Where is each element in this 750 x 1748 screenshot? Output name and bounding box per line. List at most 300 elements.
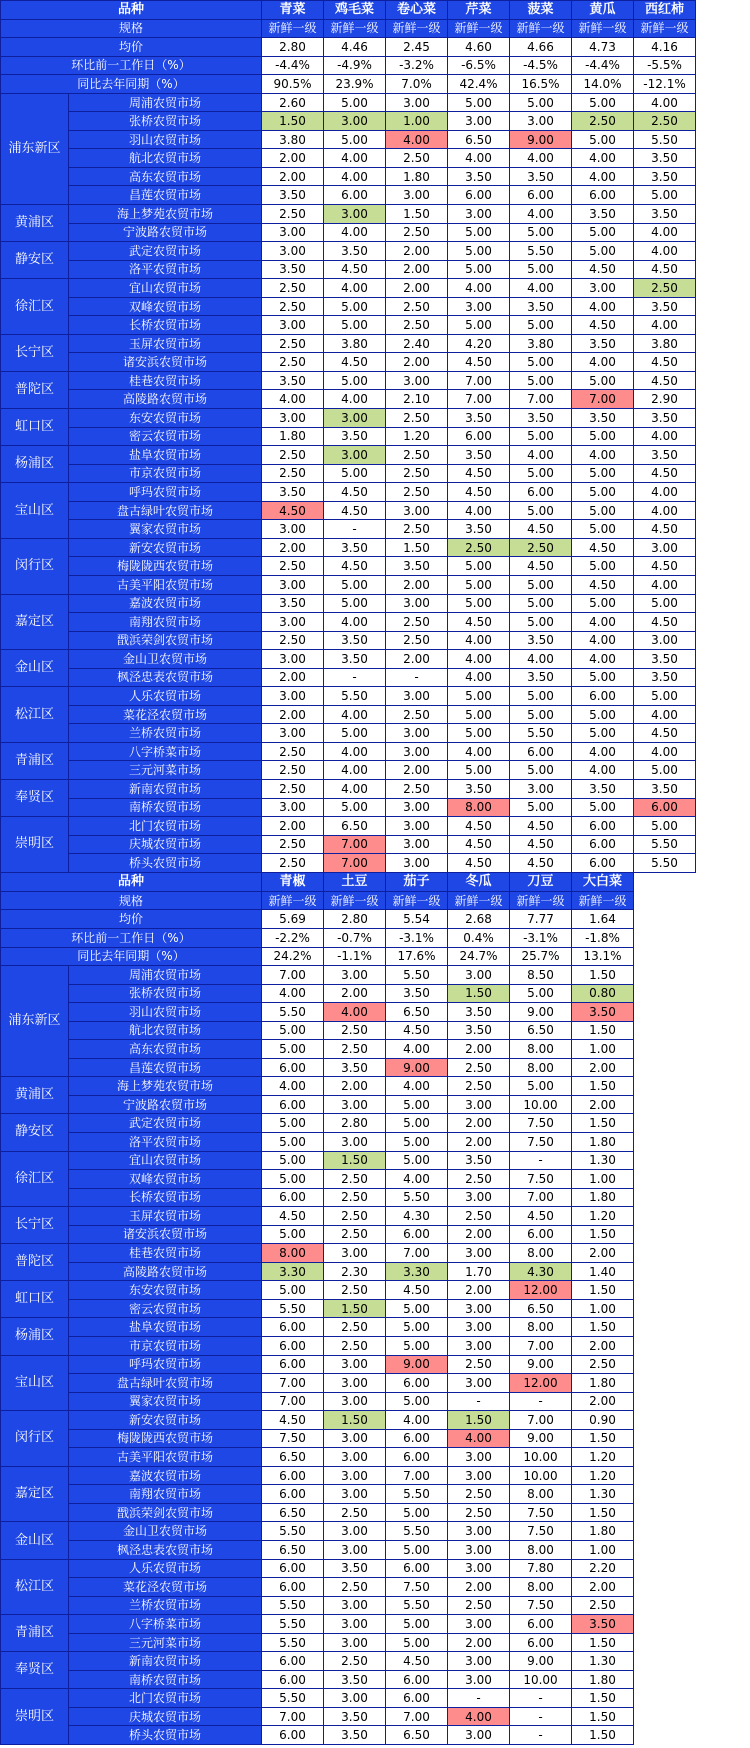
price-cell: 5.00 [510, 353, 572, 372]
price-cell: 2.50 [262, 297, 324, 316]
price-cell: 5.00 [572, 464, 634, 483]
price-cell: 2.00 [386, 575, 448, 594]
price-cell: 2.50 [386, 316, 448, 335]
price-cell: 2.50 [572, 112, 634, 131]
price-cell: 4.00 [324, 742, 386, 761]
price-cell: 3.00 [262, 613, 324, 632]
market-name: 高陵路农贸市场 [69, 390, 262, 409]
market-name: 梅陇陇西农贸市场 [69, 1429, 262, 1448]
price-cell: 8.50 [510, 966, 572, 985]
price-cell: 3.00 [448, 1448, 510, 1467]
yoy-row-cell: 14.0% [572, 75, 634, 94]
market-name: 兰桥农贸市场 [69, 1596, 262, 1615]
price-cell: 5.00 [448, 93, 510, 112]
price-cell: 9.00 [386, 1355, 448, 1374]
market-row [1, 1559, 634, 1578]
price-cell: 3.00 [386, 93, 448, 112]
price-cell: 3.00 [324, 1689, 386, 1708]
price-cell: 3.00 [386, 835, 448, 854]
market-row [1, 1151, 634, 1170]
price-cell: 3.30 [262, 1262, 324, 1281]
price-cell: 3.50 [572, 334, 634, 353]
price-cell: 6.00 [386, 1374, 448, 1393]
price-cell: 3.50 [572, 409, 634, 428]
price-cell: 1.50 [386, 205, 448, 224]
price-cell: 5.00 [572, 724, 634, 743]
price-cell: 4.00 [572, 446, 634, 465]
market-name: 武定农贸市场 [69, 242, 262, 261]
price-cell: 1.30 [572, 1485, 634, 1504]
price-cell: 5.00 [510, 984, 572, 1003]
price-cell: 5.00 [448, 223, 510, 242]
market-name: 双峰农贸市场 [69, 297, 262, 316]
spec-row-cell: 新鲜一级 [262, 19, 324, 38]
price-cell: 5.00 [510, 93, 572, 112]
market-row [1, 1170, 634, 1189]
price-cell: 1.20 [572, 1207, 634, 1226]
market-row [1, 1040, 634, 1059]
market-row [1, 705, 696, 724]
price-cell: 7.00 [324, 854, 386, 873]
yoy-row-cell: 90.5% [262, 75, 324, 94]
market-name: 张桥农贸市场 [69, 984, 262, 1003]
price-cell: 7.50 [510, 1170, 572, 1189]
market-name: 宁波路农贸市场 [69, 223, 262, 242]
price-cell: 8.00 [510, 1541, 572, 1560]
dod-row-cell: -4.4% [262, 56, 324, 75]
variety-row-cell: 黄瓜 [572, 1, 634, 20]
market-name: 三元河菜市场 [69, 761, 262, 780]
price-cell: 2.30 [324, 1262, 386, 1281]
price-cell: 6.00 [448, 427, 510, 446]
price-cell: 4.00 [386, 1170, 448, 1189]
price-cell: - [510, 1707, 572, 1726]
market-row [1, 1670, 634, 1689]
price-cell: 6.00 [262, 1670, 324, 1689]
market-row [1, 316, 696, 335]
district-cell: 宝山区 [1, 483, 69, 539]
price-cell: 5.00 [324, 724, 386, 743]
market-name: 海上梦苑农贸市场 [69, 1077, 262, 1096]
avg-row-cell: 2.45 [386, 38, 448, 57]
price-cell: 6.00 [262, 1485, 324, 1504]
market-name: 嘉波农贸市场 [69, 594, 262, 613]
market-name: 北门农贸市场 [69, 817, 262, 836]
market-row [1, 93, 696, 112]
variety-row [1, 873, 634, 892]
price-cell: 2.50 [324, 1281, 386, 1300]
price-cell: 7.80 [510, 1559, 572, 1578]
price-cell: 2.50 [386, 297, 448, 316]
price-cell: 3.00 [324, 1633, 386, 1652]
price-cell: 3.50 [448, 409, 510, 428]
price-cell: 3.00 [324, 409, 386, 428]
price-cell: 5.00 [572, 705, 634, 724]
market-name: 桥头农贸市场 [69, 1726, 262, 1745]
price-cell: 1.30 [572, 1652, 634, 1671]
yoy-row-cell: 16.5% [510, 75, 572, 94]
market-name: 戬浜荣剑农贸市场 [69, 1503, 262, 1522]
price-cell: 5.00 [634, 687, 696, 706]
price-cell: 2.50 [572, 1355, 634, 1374]
market-row [1, 724, 696, 743]
price-cell: 2.50 [262, 779, 324, 798]
price-cell: 3.00 [324, 112, 386, 131]
price-cell: 2.50 [324, 1652, 386, 1671]
avg-row-label: 均价 [1, 38, 262, 57]
price-cell: 6.00 [262, 1355, 324, 1374]
price-cell: 3.50 [510, 167, 572, 186]
price-cell: 5.00 [510, 371, 572, 390]
price-cell: 3.50 [324, 538, 386, 557]
price-cell: 4.50 [448, 817, 510, 836]
price-cell: 3.00 [262, 316, 324, 335]
price-cell: 2.00 [448, 1633, 510, 1652]
price-cell: 8.00 [510, 1040, 572, 1059]
price-cell: 5.00 [262, 1114, 324, 1133]
price-cell: 9.00 [510, 1355, 572, 1374]
avg-row-cell: 4.73 [572, 38, 634, 57]
price-cell: 2.50 [448, 1596, 510, 1615]
price-cell: 3.00 [448, 1374, 510, 1393]
variety-row [1, 1, 696, 20]
price-cell: 3.50 [448, 779, 510, 798]
price-cell: 4.50 [634, 371, 696, 390]
price-cell: 4.00 [634, 501, 696, 520]
price-cell: 4.00 [386, 130, 448, 149]
price-cell: 5.50 [324, 687, 386, 706]
avg-row-cell: 4.66 [510, 38, 572, 57]
price-cell: 3.00 [448, 1466, 510, 1485]
price-cell: 5.00 [510, 501, 572, 520]
price-cell: 2.00 [262, 538, 324, 557]
market-row [1, 1596, 634, 1615]
price-cell: 7.00 [448, 371, 510, 390]
price-cell: 5.00 [262, 1132, 324, 1151]
price-cell: 4.00 [572, 631, 634, 650]
price-cell: 5.50 [386, 1485, 448, 1504]
price-cell: 5.00 [386, 1318, 448, 1337]
price-cell: 3.50 [324, 242, 386, 261]
variety-row-label: 品种 [1, 1, 262, 20]
price-cell: 2.00 [448, 1578, 510, 1597]
market-name: 南桥农贸市场 [69, 798, 262, 817]
price-cell: 4.00 [448, 668, 510, 687]
price-cell: 3.00 [448, 1670, 510, 1689]
market-row [1, 594, 696, 613]
market-name: 昌莲农贸市场 [69, 1058, 262, 1077]
variety-row-cell: 青椒 [262, 873, 324, 892]
district-cell: 青浦区 [1, 742, 69, 779]
price-cell: 1.80 [572, 1188, 634, 1207]
price-cell: 2.50 [448, 538, 510, 557]
price-cell: 5.00 [510, 705, 572, 724]
avg-row-cell: 2.80 [324, 910, 386, 929]
market-row [1, 242, 696, 261]
price-cell: 3.00 [386, 186, 448, 205]
variety-row-cell: 刀豆 [510, 873, 572, 892]
market-name: 高东农贸市场 [69, 167, 262, 186]
variety-row-cell: 卷心菜 [386, 1, 448, 20]
market-row [1, 1726, 634, 1745]
price-cell: 6.00 [572, 687, 634, 706]
price-cell: 1.50 [572, 1689, 634, 1708]
spec-row [1, 891, 634, 910]
dod-row-cell: -0.7% [324, 928, 386, 947]
price-cell: 3.00 [448, 205, 510, 224]
price-cell: 5.00 [572, 427, 634, 446]
price-cell: 4.00 [448, 149, 510, 168]
district-cell: 杨浦区 [1, 1318, 69, 1355]
price-cell: 4.50 [386, 1021, 448, 1040]
market-row [1, 984, 634, 1003]
price-cell: 4.00 [572, 761, 634, 780]
price-cell: 3.50 [634, 149, 696, 168]
price-cell: 6.00 [386, 1448, 448, 1467]
price-cell: - [510, 1726, 572, 1745]
market-row [1, 1244, 634, 1263]
price-cell: 2.50 [262, 205, 324, 224]
price-cell: 2.50 [262, 279, 324, 298]
price-cell: 10.00 [510, 1448, 572, 1467]
price-cell: 3.50 [448, 1003, 510, 1022]
price-cell: 2.50 [324, 1170, 386, 1189]
price-cell: 6.00 [448, 186, 510, 205]
price-cell: 4.00 [634, 483, 696, 502]
avg-row-cell: 7.77 [510, 910, 572, 929]
market-row [1, 575, 696, 594]
price-cell: 5.00 [386, 1541, 448, 1560]
price-cell: 3.00 [324, 1615, 386, 1634]
district-cell: 青浦区 [1, 1615, 69, 1652]
price-cell: 2.00 [262, 817, 324, 836]
price-cell: 5.00 [324, 93, 386, 112]
price-cell: 2.50 [386, 631, 448, 650]
price-cell: 2.00 [262, 149, 324, 168]
price-cell: 3.00 [634, 631, 696, 650]
price-cell: 6.00 [510, 186, 572, 205]
price-cell: 3.00 [324, 1541, 386, 1560]
dod-row-cell: -3.2% [386, 56, 448, 75]
price-cell: 3.00 [262, 687, 324, 706]
price-cell: 2.50 [386, 223, 448, 242]
price-cell: 4.00 [572, 650, 634, 669]
price-cell: 5.00 [386, 1132, 448, 1151]
spec-row [1, 19, 696, 38]
district-cell: 闵行区 [1, 1411, 69, 1467]
market-name: 呼玛农贸市场 [69, 1355, 262, 1374]
price-cell: 5.50 [510, 242, 572, 261]
market-name: 盐阜农贸市场 [69, 1318, 262, 1337]
market-name: 长桥农贸市场 [69, 1188, 262, 1207]
district-cell: 静安区 [1, 1114, 69, 1151]
price-cell: 3.00 [324, 1244, 386, 1263]
price-cell: 3.00 [324, 1448, 386, 1467]
price-cell: 4.00 [262, 390, 324, 409]
price-cell: 4.50 [634, 464, 696, 483]
price-cell: 5.50 [386, 1596, 448, 1615]
price-cell: 3.50 [386, 557, 448, 576]
market-name: 市京农贸市场 [69, 1336, 262, 1355]
market-name: 戬浜荣剑农贸市场 [69, 631, 262, 650]
district-cell: 杨浦区 [1, 446, 69, 483]
price-cell: 6.00 [510, 1633, 572, 1652]
price-cell: 5.50 [262, 1596, 324, 1615]
market-row [1, 1429, 634, 1448]
market-row [1, 483, 696, 502]
price-cell: 7.00 [386, 1707, 448, 1726]
market-name: 菜花泾农贸市场 [69, 705, 262, 724]
price-cell: 4.00 [634, 742, 696, 761]
price-cell: 7.50 [510, 1596, 572, 1615]
avg-row [1, 910, 634, 929]
district-cell: 奉贤区 [1, 1652, 69, 1689]
price-cell: 4.50 [324, 557, 386, 576]
market-row [1, 1262, 634, 1281]
price-cell: 4.00 [572, 167, 634, 186]
price-cell: 0.80 [572, 984, 634, 1003]
market-name: 八字桥菜市场 [69, 1615, 262, 1634]
district-cell: 虹口区 [1, 409, 69, 446]
market-name: 周浦农贸市场 [69, 966, 262, 985]
variety-row-cell: 茄子 [386, 873, 448, 892]
price-cell: 5.00 [572, 594, 634, 613]
price-cell: 5.00 [262, 1151, 324, 1170]
market-name: 八字桥菜市场 [69, 742, 262, 761]
market-row [1, 446, 696, 465]
price-cell: 3.00 [324, 1466, 386, 1485]
price-cell: 9.00 [510, 130, 572, 149]
price-cell: 4.50 [510, 1207, 572, 1226]
district-cell: 静安区 [1, 242, 69, 279]
yoy-row [1, 75, 696, 94]
market-name: 新南农贸市场 [69, 779, 262, 798]
price-cell: 4.50 [572, 575, 634, 594]
price-cell: 3.50 [634, 297, 696, 316]
price-cell: 4.50 [386, 1652, 448, 1671]
market-row [1, 501, 696, 520]
price-cell: 1.80 [262, 427, 324, 446]
price-cell: 4.00 [634, 223, 696, 242]
price-cell: 4.00 [262, 984, 324, 1003]
market-row [1, 835, 696, 854]
price-cell: 6.50 [510, 1299, 572, 1318]
market-row [1, 650, 696, 669]
market-row [1, 167, 696, 186]
market-row [1, 371, 696, 390]
yoy-row-cell: 24.7% [448, 947, 510, 966]
price-cell: 2.50 [634, 279, 696, 298]
price-cell: 2.50 [448, 1355, 510, 1374]
price-cell: 9.00 [510, 1003, 572, 1022]
price-cell: 3.00 [262, 724, 324, 743]
spec-row-cell: 新鲜一级 [634, 19, 696, 38]
price-cell: 3.50 [262, 594, 324, 613]
market-row [1, 130, 696, 149]
price-cell: 3.80 [634, 334, 696, 353]
price-cell: 4.50 [634, 724, 696, 743]
price-cell: 2.00 [448, 1114, 510, 1133]
price-cell: 2.50 [262, 631, 324, 650]
price-cell: 3.50 [572, 1615, 634, 1634]
price-cell: 3.00 [324, 1522, 386, 1541]
price-cell: 10.00 [510, 1466, 572, 1485]
market-row [1, 1281, 634, 1300]
price-cell: 5.00 [634, 594, 696, 613]
price-cell: 6.50 [386, 1726, 448, 1745]
market-row [1, 1466, 634, 1485]
price-cell: 6.50 [262, 1503, 324, 1522]
price-cell: 2.00 [386, 761, 448, 780]
price-cell: 3.50 [634, 446, 696, 465]
price-cell: 1.00 [572, 1040, 634, 1059]
market-name: 兰桥农贸市场 [69, 724, 262, 743]
spec-row-label: 规格 [1, 891, 262, 910]
price-cell: 3.50 [634, 205, 696, 224]
price-cell: 4.50 [572, 316, 634, 335]
price-cell: 3.00 [324, 1392, 386, 1411]
price-cell: 3.50 [510, 668, 572, 687]
price-cell: 4.00 [324, 779, 386, 798]
yoy-row-cell: 7.0% [386, 75, 448, 94]
market-name: 高陵路农贸市场 [69, 1262, 262, 1281]
price-cell: 4.00 [572, 742, 634, 761]
price-cell: 2.00 [386, 279, 448, 298]
price-cell: 1.50 [324, 1151, 386, 1170]
market-name: 周浦农贸市场 [69, 93, 262, 112]
price-cell: 5.00 [324, 575, 386, 594]
market-name: 武定农贸市场 [69, 1114, 262, 1133]
price-cell: 2.00 [324, 1077, 386, 1096]
price-cell: 9.00 [510, 1429, 572, 1448]
price-cell: 3.00 [386, 854, 448, 873]
spec-row-label: 规格 [1, 19, 262, 38]
market-row [1, 557, 696, 576]
price-cell: 5.50 [262, 1633, 324, 1652]
price-cell: 1.20 [572, 1448, 634, 1467]
price-cell: 1.50 [572, 1225, 634, 1244]
price-cell: 4.50 [510, 557, 572, 576]
market-name: 玉屏农贸市场 [69, 334, 262, 353]
price-cell: 5.00 [324, 594, 386, 613]
price-cell: 3.50 [324, 1670, 386, 1689]
price-cell: 3.00 [262, 575, 324, 594]
price-cell: 2.10 [386, 390, 448, 409]
price-cell: 2.50 [386, 409, 448, 428]
price-cell: 3.00 [262, 520, 324, 539]
market-name: 新南农贸市场 [69, 1652, 262, 1671]
market-row [1, 1541, 634, 1560]
market-row [1, 149, 696, 168]
market-name: 宜山农贸市场 [69, 1151, 262, 1170]
price-cell: 1.80 [572, 1132, 634, 1151]
price-cell: 4.00 [386, 1077, 448, 1096]
price-cell: 4.00 [572, 149, 634, 168]
dod-row-cell: -4.4% [572, 56, 634, 75]
price-cell: 1.00 [386, 112, 448, 131]
price-cell: 4.50 [262, 501, 324, 520]
market-row [1, 1578, 634, 1597]
market-name: 盘古绿叶农贸市场 [69, 1374, 262, 1393]
price-cell: 5.00 [634, 817, 696, 836]
price-cell: 4.00 [634, 316, 696, 335]
price-cell: 1.50 [386, 538, 448, 557]
price-cell: 3.50 [324, 650, 386, 669]
district-cell: 长宁区 [1, 1207, 69, 1244]
avg-row-cell: 4.46 [324, 38, 386, 57]
price-cell: 4.50 [448, 854, 510, 873]
price-cell: 4.50 [634, 613, 696, 632]
